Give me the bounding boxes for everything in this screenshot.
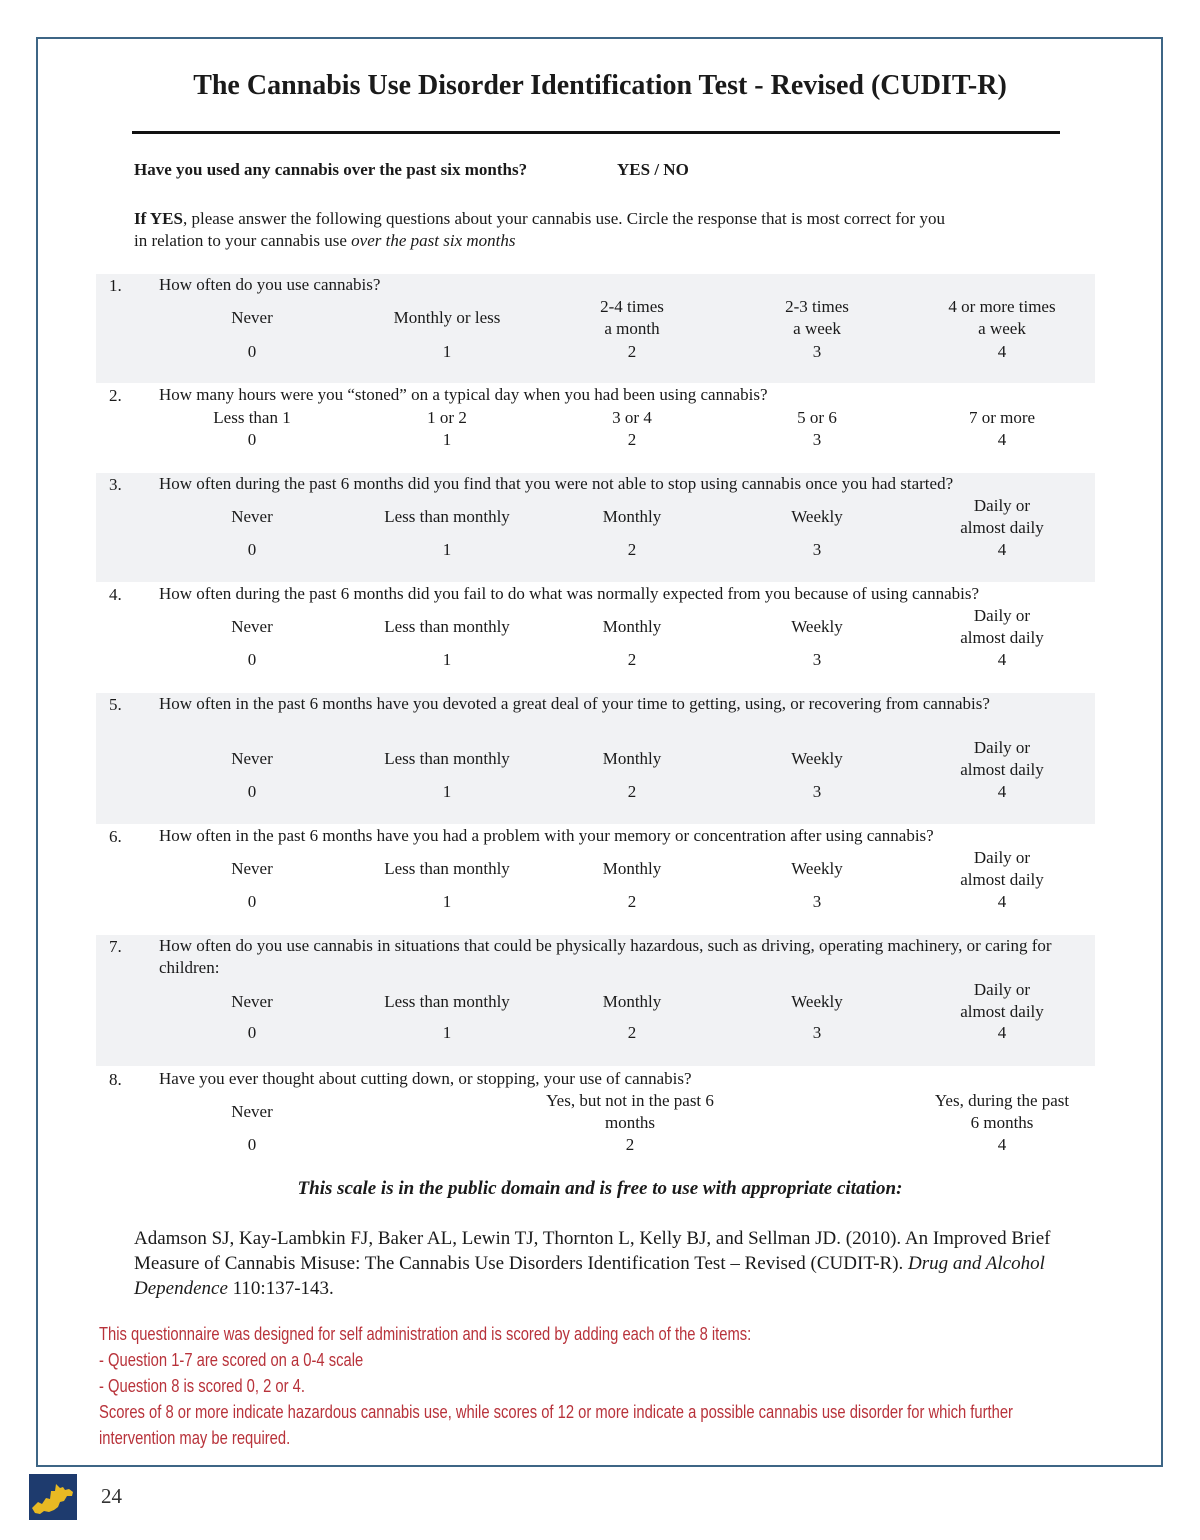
option-score: 4 (997, 650, 1007, 669)
option-label: Monthly (602, 507, 662, 526)
question-text: How often in the past 6 months have you had a problem with your memory or concentration after using cannabis? (159, 826, 934, 845)
question-number: 6. (109, 827, 122, 846)
scoring-note: This questionnaire was designed for self administration and is scored by adding each of the 8 items: (99, 1324, 752, 1344)
citation-pages: 110:137-143. (227, 1278, 334, 1299)
option-score: 3 (812, 342, 822, 361)
option-score: 0 (247, 1023, 257, 1042)
question-number: 5. (109, 695, 122, 714)
option-score: 0 (247, 342, 257, 361)
question-6 (96, 825, 1095, 934)
option-score: 1 (442, 540, 452, 559)
question-number: 2. (109, 386, 122, 405)
option-score: 3 (812, 1023, 822, 1042)
question-number: 3. (109, 475, 122, 494)
question-8 (96, 1068, 1095, 1160)
option-label: Daily or almost daily (960, 980, 1044, 1021)
option-label: Never (231, 1102, 273, 1121)
option-label: 4 or more times a week (948, 297, 1056, 338)
option-score: 2 (627, 430, 637, 449)
option-score: 3 (812, 782, 822, 801)
option-label: 2-4 times a month (600, 297, 664, 338)
question-2 (96, 384, 1095, 473)
question-1 (96, 274, 1095, 383)
intro-line-1 (134, 209, 945, 229)
option-score: 2 (627, 540, 637, 559)
option-label: Never (231, 308, 273, 327)
option-label: Never (231, 859, 273, 878)
option-label: Yes, but not in the past 6 months (546, 1091, 714, 1132)
option-score: 2 (625, 1135, 635, 1154)
option-score: 2 (627, 892, 637, 911)
question-text: Have you ever thought about cutting down, or stopping, your use of cannabis? (159, 1069, 692, 1088)
option-label: Never (231, 617, 273, 636)
option-score: 4 (997, 892, 1007, 911)
option-label: Weekly (791, 992, 843, 1011)
option-score: 2 (627, 342, 637, 361)
option-label: Weekly (791, 617, 843, 636)
option-label: Never (231, 507, 273, 526)
citation-text: Adamson SJ, Kay-Lambkin FJ, Baker AL, Lewin TJ, Thornton L, Kelly BJ, and Sellman JD. (2010). An Improved Brief Measure of Cannabis Misuse: The Cannabis Use Disorders Identification Test – Revised (CUDIT-R). (134, 1228, 1051, 1274)
question-5 (96, 693, 1095, 824)
option-score: 0 (247, 430, 257, 449)
option-label: Monthly (602, 617, 662, 636)
option-label: Weekly (791, 507, 843, 526)
scoring-notes (99, 1321, 1116, 1451)
option-label: Daily or almost daily (960, 848, 1044, 889)
scoring-note: - Question 8 is scored 0, 2 or 4. (99, 1376, 305, 1396)
option-label: 5 or 6 (797, 408, 837, 427)
option-label: 1 or 2 (427, 408, 467, 427)
option-score: 1 (442, 892, 452, 911)
option-score: 0 (247, 1135, 257, 1154)
option-label: Monthly (602, 749, 662, 768)
question-4 (96, 583, 1095, 692)
option-label: Daily or almost daily (960, 606, 1044, 647)
option-score: 4 (997, 1135, 1007, 1154)
question-number: 7. (109, 937, 122, 956)
option-label: Daily or almost daily (960, 738, 1044, 779)
option-label: Less than monthly (384, 749, 510, 768)
option-score: 4 (997, 342, 1007, 361)
option-label: Never (231, 749, 273, 768)
option-score: 0 (247, 782, 257, 801)
option-score: 3 (812, 430, 822, 449)
option-label: Weekly (791, 859, 843, 878)
page-number: 24 (101, 1484, 122, 1508)
question-text: How often in the past 6 months have you devoted a great deal of your time to getting, using, or recovering from cannabis? (159, 694, 990, 713)
intro-bold: If YES (134, 209, 183, 228)
citation-journal: Drug and Alcohol Dependence (134, 1253, 1045, 1299)
option-score: 4 (997, 430, 1007, 449)
page-title: The Cannabis Use Disorder Identification Test - Revised (CUDIT-R) (193, 70, 1007, 101)
intro-italic: over the past six months (351, 231, 516, 250)
question-number: 4. (109, 585, 122, 604)
question-text: How many hours were you “stoned” on a typical day when you had been using cannabis? (159, 385, 768, 404)
option-label: Monthly or less (393, 308, 501, 327)
option-score: 1 (442, 782, 452, 801)
question-text: How often during the past 6 months did you fail to do what was normally expected from you because of using cannabis? (159, 584, 980, 603)
question-text: How often do you use cannabis? (159, 275, 381, 294)
option-score: 2 (627, 1023, 637, 1042)
option-label: 2-3 times a week (785, 297, 849, 338)
option-label: Never (231, 992, 273, 1011)
option-score: 1 (442, 1023, 452, 1042)
option-label: Yes, during the past 6 months (934, 1091, 1070, 1132)
option-score: 3 (812, 892, 822, 911)
option-label: Less than 1 (213, 408, 291, 427)
option-score: 2 (627, 782, 637, 801)
state-logo (29, 1474, 77, 1520)
option-score: 0 (247, 650, 257, 669)
public-domain-notice: This scale is in the public domain and is free to use with appropriate citation: (297, 1178, 903, 1199)
question-number: 1. (109, 276, 122, 295)
question-text: How often do you use cannabis in situations that could be physically hazardous, such as driving, operating machinery, or caring for children: (159, 936, 1052, 977)
question-7 (96, 935, 1095, 1066)
option-label: Less than monthly (384, 859, 510, 878)
option-score: 2 (627, 650, 637, 669)
option-label: Daily or almost daily (960, 496, 1044, 537)
option-label: Weekly (791, 749, 843, 768)
scoring-note: - Question 1-7 are scored on a 0-4 scale (99, 1350, 364, 1370)
scoring-note: Scores of 8 or more indicate hazardous cannabis use, while scores of 12 or more indicate a possible cannabis use disorder for which further (99, 1402, 1013, 1422)
intro-line-2 (134, 231, 516, 251)
intro-text-2: in relation to your cannabis use (134, 231, 352, 250)
west-virginia-icon (29, 1474, 77, 1520)
option-score: 0 (247, 540, 257, 559)
option-label: Less than monthly (384, 617, 510, 636)
screening-question: Have you used any cannabis over the past six months? (134, 160, 528, 179)
option-score: 1 (442, 650, 452, 669)
question-number: 8. (109, 1070, 122, 1089)
option-score: 3 (812, 540, 822, 559)
option-score: 3 (812, 650, 822, 669)
title-divider (132, 131, 1060, 134)
option-label: 3 or 4 (612, 408, 652, 427)
option-score: 4 (997, 540, 1007, 559)
scoring-note: intervention may be required. (99, 1428, 291, 1448)
option-label: 7 or more (968, 408, 1036, 427)
option-label: Monthly (602, 992, 662, 1011)
option-score: 1 (442, 430, 452, 449)
option-score: 1 (442, 342, 452, 361)
option-score: 4 (997, 1023, 1007, 1042)
citation (134, 1226, 1074, 1301)
question-3 (96, 473, 1095, 582)
option-score: 4 (997, 782, 1007, 801)
screening-answer: YES / NO (617, 160, 689, 179)
intro-text-1: , please answer the following questions about your cannabis use. Circle the response that is most correct for you (182, 209, 945, 228)
option-label: Less than monthly (384, 507, 510, 526)
option-label: Less than monthly (384, 992, 510, 1011)
option-score: 0 (247, 892, 257, 911)
option-label: Monthly (602, 859, 662, 878)
question-text: How often during the past 6 months did you find that you were not able to stop using cannabis once you had started? (159, 474, 954, 493)
